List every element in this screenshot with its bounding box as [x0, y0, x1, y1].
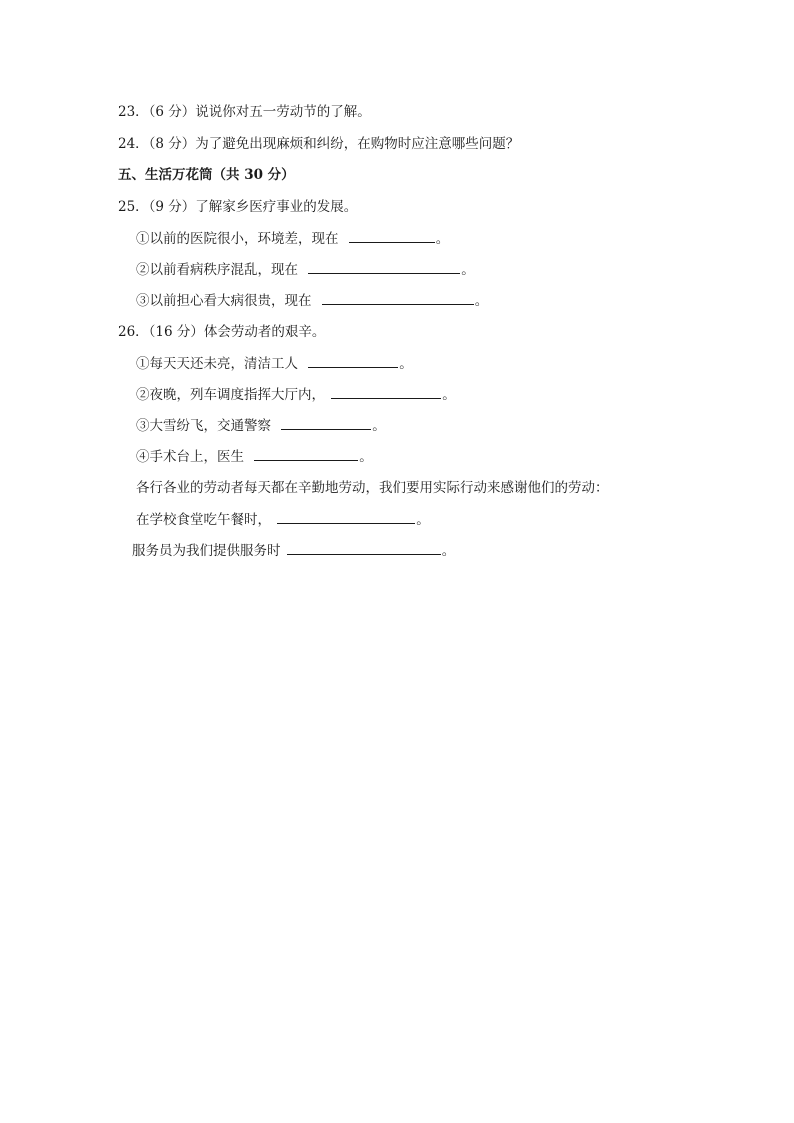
- item-text: ①以前的医院很小，环境差，现在: [136, 231, 339, 247]
- item-text: ①每天天还未亮，清洁工人: [136, 356, 298, 372]
- item-end: 。: [442, 387, 456, 403]
- answer-blank[interactable]: [308, 260, 460, 274]
- answer-blank[interactable]: [349, 229, 435, 243]
- item-text: ②夜晚，列车调度指挥大厅内，: [136, 387, 325, 403]
- question-25-item-1: [136, 229, 449, 248]
- question-26-prompt: 26．（16 分）体会劳动者的艰辛。: [118, 324, 326, 340]
- question-26-action-1: [136, 510, 430, 529]
- question-26-item-2: [136, 385, 456, 404]
- question-26-action-2: [132, 541, 455, 560]
- answer-blank[interactable]: [322, 291, 474, 305]
- question-26-summary: 各行各业的劳动者每天都在辛勤地劳动，我们要用实际行动来感谢他们的劳动：: [136, 480, 609, 496]
- item-end: 。: [441, 543, 456, 559]
- item-text: ④手术台上，医生: [136, 449, 244, 465]
- item-text: 服务员为我们提供服务时: [132, 543, 281, 559]
- item-end: 。: [359, 449, 373, 465]
- item-end: 。: [474, 293, 489, 309]
- question-25-prompt: 25．（9 分）了解家乡医疗事业的发展。: [118, 199, 358, 215]
- item-end: 。: [416, 512, 430, 528]
- question-26-item-1: [136, 354, 413, 373]
- question-25-item-2: [136, 260, 475, 279]
- section-heading: 五、生活万花筒（共 30 分）: [118, 167, 295, 183]
- item-text: 在学校食堂吃午餐时，: [136, 512, 271, 528]
- item-text: ③以前担心看大病很贵，现在: [136, 293, 312, 309]
- item-text: ③大雪纷飞，交通警察: [136, 418, 271, 434]
- question-25-item-3: [136, 291, 488, 310]
- answer-blank[interactable]: [287, 541, 441, 555]
- item-text: ②以前看病秩序混乱，现在: [136, 262, 298, 278]
- item-end: 。: [372, 418, 386, 434]
- item-end: 。: [435, 231, 450, 247]
- answer-blank[interactable]: [277, 510, 415, 524]
- question-24: 24．（8 分）为了避免出现麻烦和纠纷，在购物时应注意哪些问题？: [118, 136, 520, 152]
- answer-blank[interactable]: [308, 354, 398, 368]
- question-26-item-3: [136, 416, 386, 435]
- answer-blank[interactable]: [254, 447, 358, 461]
- question-23: 23．（6 分）说说你对五一劳动节的了解。: [118, 104, 371, 120]
- answer-blank[interactable]: [281, 416, 371, 430]
- question-26-item-4: [136, 447, 373, 466]
- item-end: 。: [399, 356, 413, 372]
- answer-blank[interactable]: [331, 385, 441, 399]
- item-end: 。: [461, 262, 475, 278]
